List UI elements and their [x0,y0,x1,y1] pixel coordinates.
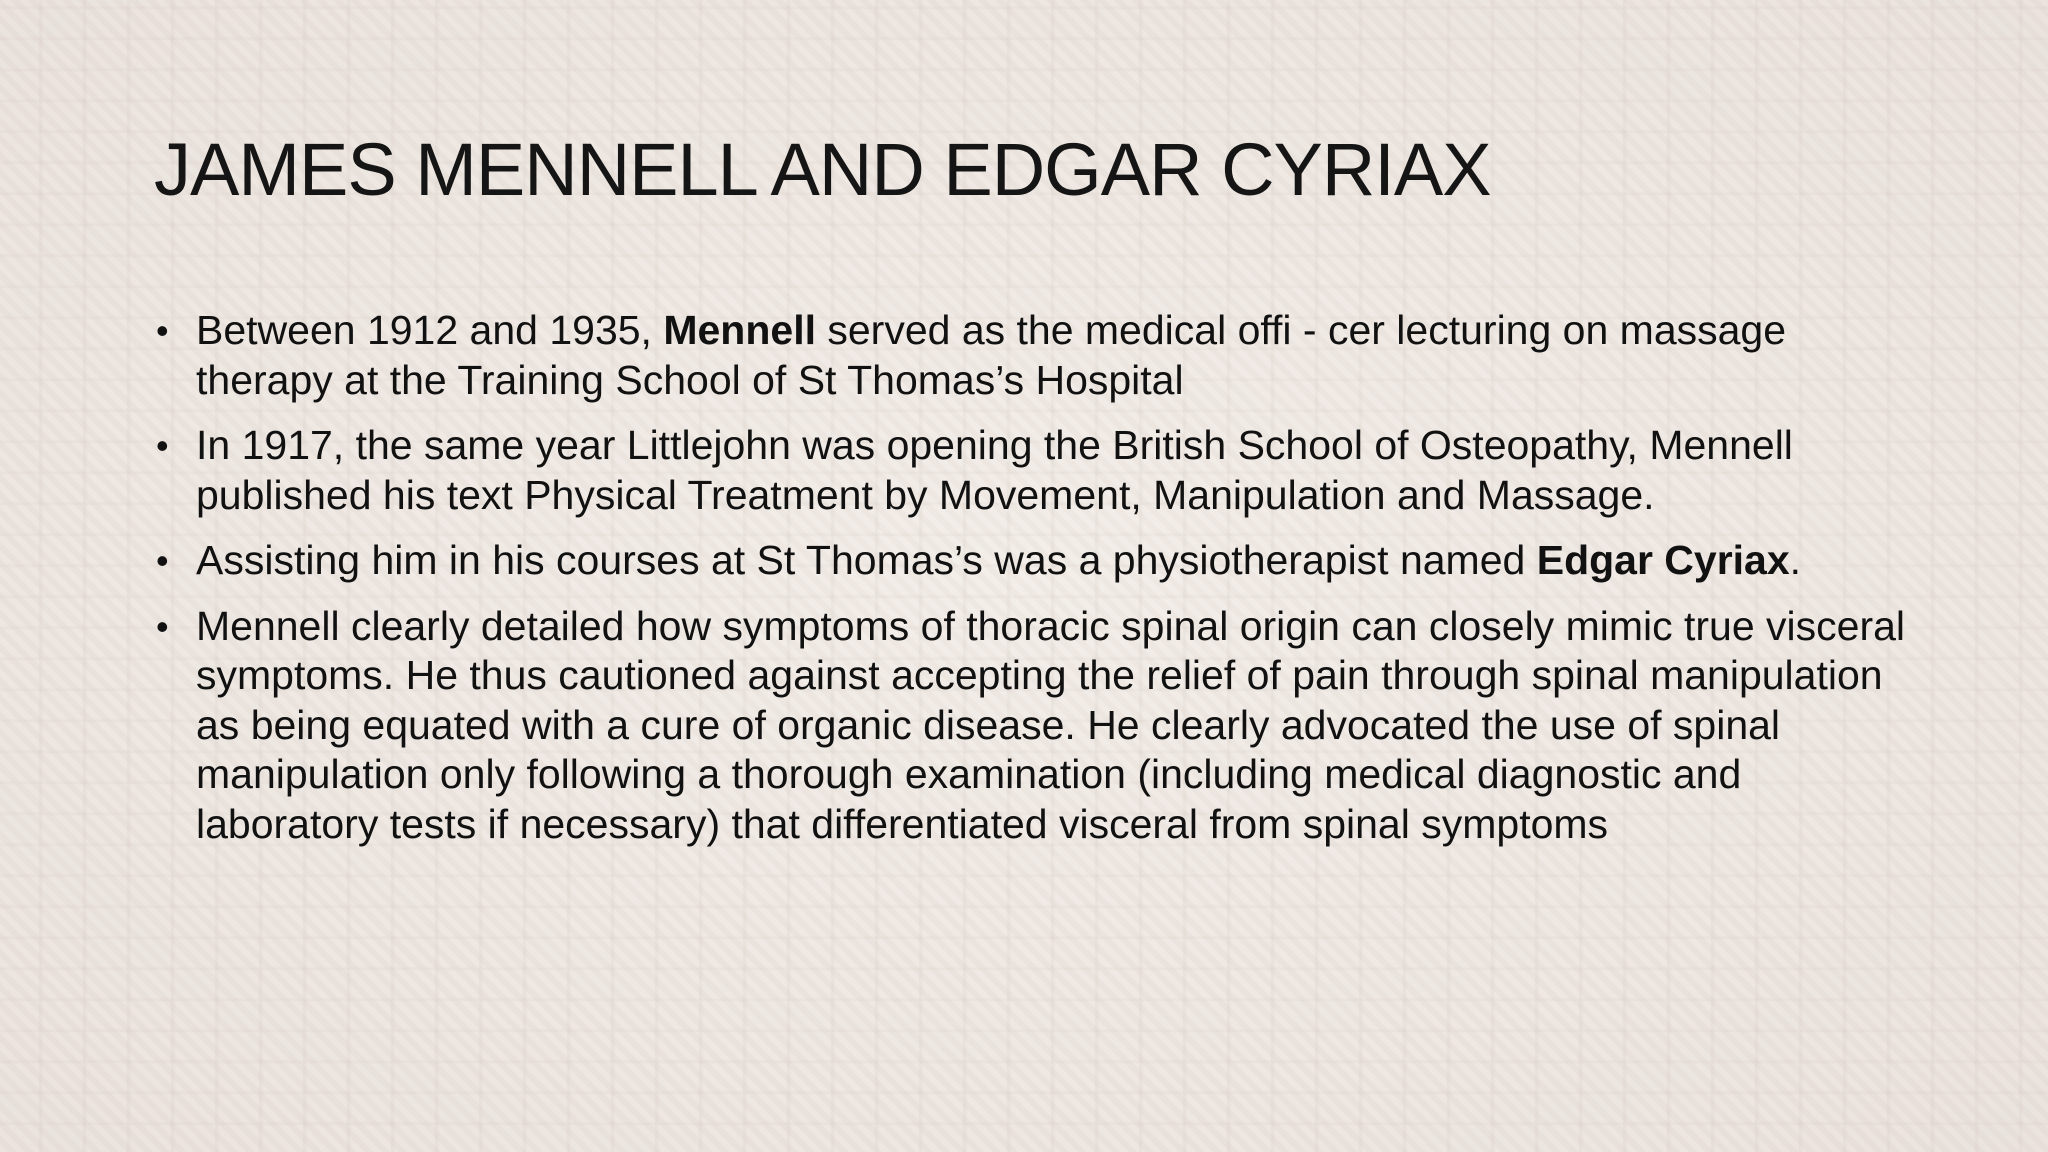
bullet-text [196,537,1801,583]
slide-title: JAMES MENNELL AND EDGAR CYRIAX [154,128,1491,211]
bullet-item [154,602,1914,850]
text-run: served as the medical offi - cer lecturing on massage therapy at the Training School of St Thomas’s Hospital [196,307,1787,403]
bullet-item [154,306,1914,405]
text-run: Mennell clearly detailed how symptoms of thoracic spinal origin can closely mimic true visceral symptoms. He thus cautioned against accepting the relief of pain through spinal manipulation as being equated with a cure of organic disease. He clearly advocated the use of spinal manipulation only following a thorough examination (including medical diagnostic and laboratory tests if necessary) that differentiated visceral from spinal symptoms [196,602,1906,847]
bullet-item [154,421,1914,520]
text-run: Between 1912 and 1935, [196,307,664,353]
bullet-icon: • [156,310,169,351]
bold-name-mennell: Mennell [663,307,816,353]
text-run: . [1789,537,1802,583]
text-run: In 1917, the same year Littlejohn was opening the British School of Osteopathy, Mennell published his text Physical Treatment by Movement, Manipulation and Massage. [196,422,1793,518]
bullet-icon: • [156,425,169,466]
bullet-item [154,536,1914,586]
bullet-text [196,603,1905,847]
bullet-list [154,306,1914,865]
bold-name-edgar-cyriax: Edgar Cyriax [1536,537,1790,583]
text-run: Assisting him in his courses at St Thomas’s was a physiotherapist named [196,537,1537,583]
bullet-text [196,422,1793,518]
bullet-icon: • [156,605,169,647]
bullet-text [196,307,1786,403]
bullet-icon: • [156,540,169,581]
